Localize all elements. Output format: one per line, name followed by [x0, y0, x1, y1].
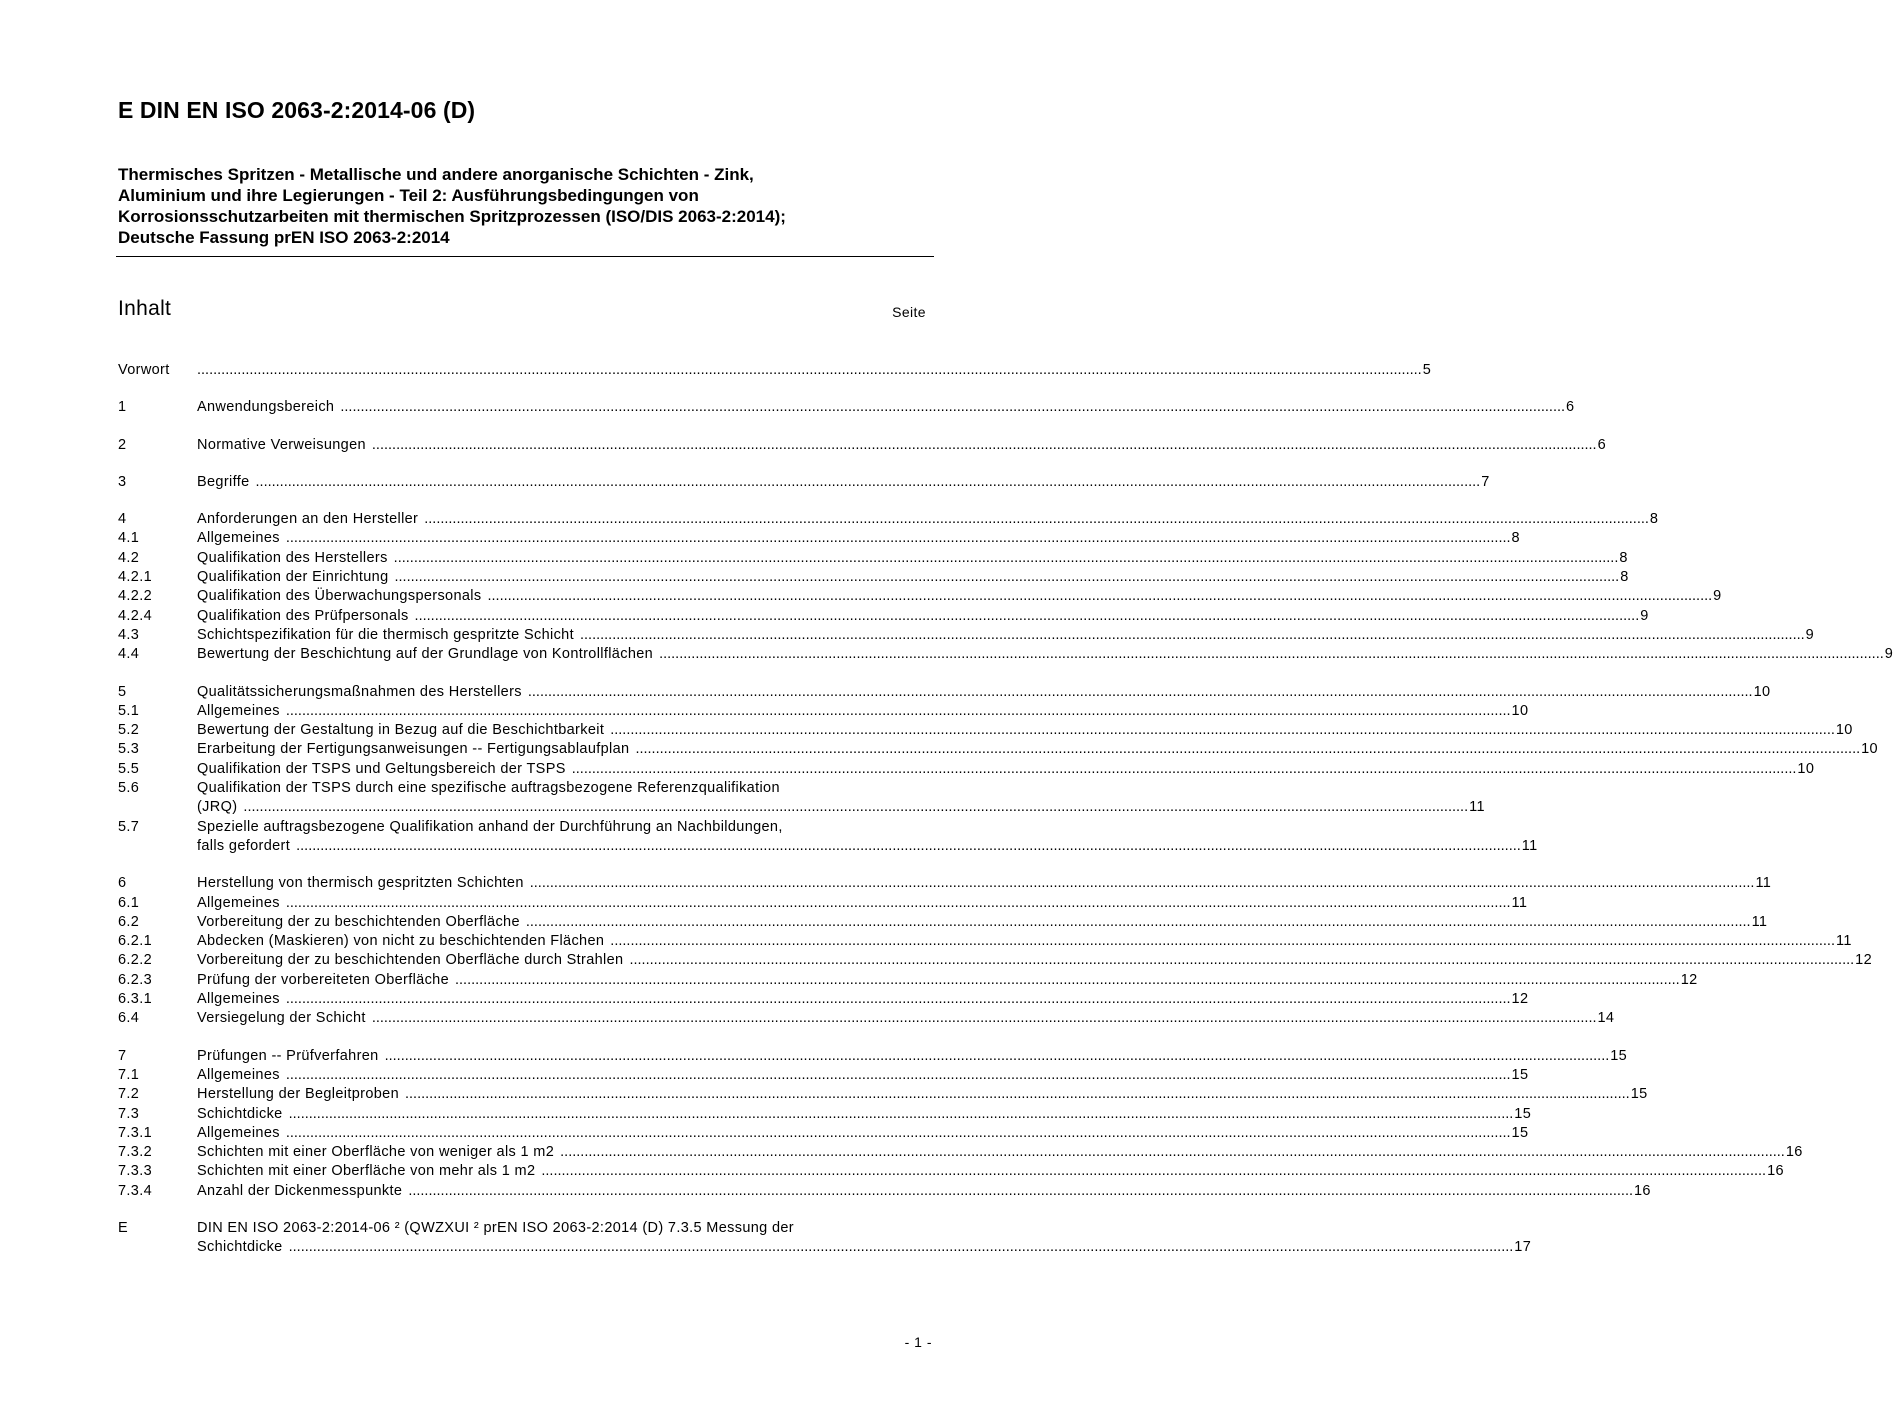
- toc-entry[interactable]: [118, 818, 1538, 857]
- toc-dot-leader: [541, 1162, 1766, 1181]
- toc-entry-page: 16: [1634, 1182, 1651, 1199]
- toc-entry-number: 7.3.2: [118, 1144, 152, 1161]
- toc-entry[interactable]: [118, 645, 1893, 664]
- title-divider: [116, 256, 934, 257]
- toc-page-column-label: Seite: [892, 304, 926, 320]
- toc-entry[interactable]: [118, 1105, 1532, 1124]
- toc-entry-number: 6: [118, 875, 127, 892]
- toc-entry-title: Allgemeines: [197, 1066, 280, 1083]
- toc-entry-title: falls gefordert: [197, 837, 291, 854]
- toc-entry-page: 11: [1835, 933, 1852, 950]
- toc-dot-leader: [289, 1105, 1514, 1124]
- toc-entry[interactable]: [118, 913, 1768, 932]
- toc-entry[interactable]: [118, 436, 1607, 455]
- toc-dot-leader: [455, 971, 1680, 990]
- toc-entry-title: Qualifikation der TSPS und Geltungsbereich der TSPS: [197, 760, 566, 777]
- toc-entry-text: [197, 549, 1628, 568]
- toc-entry-text: [197, 894, 1527, 913]
- toc-dot-leader: [528, 683, 1753, 702]
- toc-entry-number: 4.4: [118, 646, 140, 663]
- toc-dot-leader: [394, 549, 1619, 568]
- toc-entry-title: Schichtspezifikation für die thermisch gespritzte Schicht: [197, 626, 574, 643]
- toc-dot-leader: [372, 1009, 1597, 1028]
- toc-entry-title: Begriffe: [197, 473, 250, 490]
- toc-entry[interactable]: [118, 1085, 1648, 1104]
- toc-dot-leader: [340, 398, 1565, 417]
- toc-entry-number: 6.2.3: [118, 971, 152, 988]
- toc-entry-text: [197, 990, 1528, 1009]
- toc-entry-title: Bewertung der Gestaltung in Bezug auf die Beschichtbarkeit: [197, 722, 605, 739]
- toc-entry-text: [197, 626, 1814, 645]
- toc-entry-title: Bewertung der Beschichtung auf der Grundlage von Kontrollflächen: [197, 646, 654, 663]
- toc-entry-title: Vorbereitung der zu beschichtenden Oberfläche durch Strahlen: [197, 952, 624, 969]
- toc-entry-page: 6: [1566, 399, 1575, 416]
- toc-entry-title: Anzahl der Dickenmesspunkte: [197, 1182, 403, 1199]
- toc-entry-text: [197, 1143, 1803, 1162]
- toc-entry[interactable]: [118, 721, 1853, 740]
- toc-dot-leader: [286, 1066, 1511, 1085]
- toc-entry-title: Schichten mit einer Oberfläche von weniger als 1 m2: [197, 1144, 555, 1161]
- toc-entry[interactable]: [118, 702, 1529, 721]
- toc-entry[interactable]: [118, 587, 1722, 606]
- toc-entry-page: 10: [1861, 741, 1878, 758]
- toc-entry-page: 12: [1680, 971, 1698, 988]
- toc-dot-leader: [405, 1085, 1630, 1104]
- toc-entry[interactable]: [118, 510, 1659, 529]
- toc-entry-text: [197, 398, 1574, 417]
- toc-entry-number: 4.1: [118, 530, 140, 547]
- toc-entry-title: Prüfung der vorbereiteten Oberfläche: [197, 971, 449, 988]
- toc-entry[interactable]: [118, 683, 1771, 702]
- toc-entry-title: Schichten mit einer Oberfläche von mehr als 1 m2: [197, 1163, 536, 1180]
- toc-entry-title-line: Qualifikation der TSPS durch eine spezifische auftragsbezogene Referenzqualifikation: [197, 780, 780, 797]
- toc-entry-page: 9: [1713, 588, 1722, 605]
- toc-entry-text: [197, 1124, 1528, 1143]
- toc-entry-title: Erarbeitung der Fertigungsanweisungen -- Fertigungsablaufplan: [197, 741, 630, 758]
- toc-entry-number: 7: [118, 1047, 127, 1064]
- toc-dot-leader: [487, 587, 1712, 606]
- toc-entry[interactable]: [118, 626, 1815, 645]
- toc-entry-page: 11: [1511, 894, 1528, 911]
- toc-entry-number: 6.2: [118, 913, 140, 930]
- toc-entry-number: E: [118, 1219, 129, 1236]
- toc-entry-title: Qualitätssicherungsmaßnahmen des Herstellers: [197, 683, 522, 700]
- toc-entry[interactable]: [118, 874, 1772, 893]
- toc-dot-leader: [385, 1047, 1610, 1066]
- toc-entry-page: 10: [1835, 722, 1853, 739]
- toc-entry-page: 11: [1751, 913, 1768, 930]
- toc-entry-text: [197, 779, 1485, 818]
- toc-entry-page: 15: [1511, 1066, 1529, 1083]
- toc-entry-text: [197, 874, 1771, 893]
- toc-entry-number: 4.2.2: [118, 588, 152, 605]
- toc-entry-page: 15: [1514, 1105, 1532, 1122]
- toc-entry-title: Qualifikation der Einrichtung: [197, 569, 389, 586]
- toc-entry-text: [197, 1182, 1651, 1201]
- toc-entry-title: Prüfungen -- Prüfverfahren: [197, 1047, 379, 1064]
- toc-entry-text: [197, 1085, 1648, 1104]
- toc-dot-leader: [610, 721, 1835, 740]
- toc-dot-leader: [286, 990, 1511, 1009]
- toc-entry[interactable]: [118, 951, 1872, 970]
- toc-dot-leader: [572, 760, 1797, 779]
- toc-entry[interactable]: [118, 1219, 1532, 1258]
- toc-entry-text: [197, 951, 1872, 970]
- toc-entry-title: Schichtdicke: [197, 1105, 283, 1122]
- toc-entry-text: [197, 818, 1538, 857]
- toc-entry-text: [197, 473, 1490, 492]
- toc-entry-number: 2: [118, 436, 127, 453]
- toc-entry-title: Herstellung von thermisch gespritzten Schichten: [197, 875, 524, 892]
- toc-entry[interactable]: [118, 990, 1529, 1009]
- toc-entry-title: Abdecken (Maskieren) von nicht zu beschichtenden Flächen: [197, 933, 605, 950]
- table-of-contents: [118, 361, 1893, 1258]
- toc-entry-title: Qualifikation des Überwachungspersonals: [197, 588, 482, 605]
- toc-entry-page: 12: [1855, 952, 1872, 969]
- toc-dot-leader: [296, 837, 1521, 856]
- toc-entry-text: [197, 510, 1658, 529]
- toc-entry-title: Anwendungsbereich: [197, 399, 335, 416]
- toc-entry-number: 5.6: [118, 780, 140, 797]
- toc-entry-number: 5: [118, 683, 127, 700]
- toc-entry-title: Herstellung der Begleitproben: [197, 1086, 399, 1103]
- toc-entry-page: 8: [1511, 530, 1520, 547]
- toc-entry-text: [197, 1105, 1531, 1124]
- document-title: [118, 164, 933, 248]
- toc-entry-page: 6: [1597, 436, 1607, 453]
- toc-entry-page: 11: [1469, 799, 1485, 816]
- toc-entry-title: Anforderungen an den Hersteller: [197, 511, 419, 528]
- toc-entry-title-line: Spezielle auftragsbezogene Qualifikation anhand der Durchführung an Nachbildungen,: [197, 818, 783, 835]
- toc-entry-text: [197, 587, 1722, 606]
- toc-entry-number: 5.1: [118, 702, 140, 719]
- toc-entry-number: 6.2.2: [118, 952, 152, 969]
- toc-dot-leader: [424, 510, 1649, 529]
- toc-dot-leader: [286, 702, 1511, 721]
- toc-entry-number: 6.2.1: [118, 933, 152, 950]
- toc-entry-text: [197, 702, 1528, 721]
- toc-entry[interactable]: [118, 932, 1852, 951]
- toc-entry-page: 16: [1785, 1144, 1803, 1161]
- toc-entry-number: 7.3.3: [118, 1163, 152, 1180]
- toc-entry-page: 15: [1630, 1086, 1648, 1103]
- toc-dot-leader: [286, 529, 1511, 548]
- toc-entry[interactable]: [118, 473, 1490, 492]
- toc-entry-page: 9: [1640, 607, 1649, 624]
- toc-entry[interactable]: [118, 1066, 1529, 1085]
- toc-entry-text: [197, 913, 1767, 932]
- toc-entry-text: [197, 529, 1520, 548]
- toc-entry-number: 6.1: [118, 894, 140, 911]
- toc-entry-page: 9: [1805, 626, 1815, 643]
- toc-entry-text: [197, 607, 1649, 626]
- toc-entry-number: 4: [118, 511, 127, 528]
- toc-entry-number: 5.3: [118, 741, 140, 758]
- toc-entry-title: (JRQ): [197, 799, 238, 816]
- toc-dot-leader: [243, 798, 1468, 817]
- toc-entry[interactable]: [118, 1162, 1784, 1181]
- toc-dot-leader: [415, 607, 1640, 626]
- toc-entry-number: 4.2: [118, 549, 140, 566]
- toc-entry-number: 5.5: [118, 760, 140, 777]
- toc-entry-number: 6.3.1: [118, 991, 152, 1008]
- toc-heading: Inhalt: [118, 297, 172, 320]
- toc-dot-leader: [629, 951, 1854, 970]
- toc-entry-title-line: DIN EN ISO 2063-2:2014-06 ² (QWZXUI ² prEN ISO 2063-2:2014 (D) 7.3.5 Messung der: [197, 1219, 794, 1236]
- toc-entry-page: 15: [1511, 1124, 1529, 1141]
- toc-entry-page: 10: [1797, 760, 1815, 777]
- toc-entry[interactable]: [118, 361, 1432, 380]
- toc-entry-text: [197, 683, 1770, 702]
- toc-entry-number: 7.2: [118, 1086, 140, 1103]
- toc-entry-page: 5: [1422, 362, 1432, 378]
- page-number: - 1 -: [904, 1334, 932, 1350]
- toc-entry-text: [197, 721, 1853, 740]
- toc-entry-title: Qualifikation des Prüfpersonals: [197, 607, 409, 624]
- toc-entry-text: [197, 645, 1893, 664]
- toc-entry-number: 1: [118, 399, 127, 416]
- toc-entry[interactable]: [118, 607, 1649, 626]
- toc-entry[interactable]: [118, 1182, 1651, 1201]
- toc-entry[interactable]: [118, 398, 1575, 417]
- toc-entry-title: Allgemeines: [197, 1124, 280, 1141]
- toc-entry-page: 17: [1514, 1239, 1532, 1256]
- toc-entry-page: 11: [1521, 837, 1538, 854]
- toc-entry-title: Qualifikation des Herstellers: [197, 549, 388, 566]
- toc-entry-page: 14: [1597, 1010, 1615, 1027]
- title-line: Aluminium und ihre Legierungen - Teil 2: Ausführungsbedingungen von: [118, 186, 699, 205]
- toc-entry-title: Allgemeines: [197, 530, 280, 547]
- toc-entry-page: 15: [1610, 1047, 1628, 1064]
- toc-entry-title: Allgemeines: [197, 702, 280, 719]
- toc-entry-number: 4.2.4: [118, 607, 152, 624]
- toc-dot-leader: [659, 645, 1884, 664]
- toc-entry[interactable]: [118, 549, 1628, 568]
- toc-entry-text: [197, 1009, 1614, 1028]
- toc-entry-text: [197, 436, 1606, 455]
- toc-entry-text: [197, 1219, 1531, 1258]
- toc-dot-leader: [580, 626, 1805, 645]
- toc-entry-title: Allgemeines: [197, 894, 280, 911]
- toc-entry-page: 16: [1767, 1163, 1784, 1180]
- toc-dot-leader: [289, 1238, 1514, 1257]
- toc-entry-title: Allgemeines: [197, 991, 280, 1008]
- title-line: Korrosionsschutzarbeiten mit thermischen Spritzprozessen (ISO/DIS 2063-2:2014);: [118, 207, 786, 226]
- toc-entry-number: 5.7: [118, 818, 140, 835]
- toc-entry-title: Vorbereitung der zu beschichtenden Oberfläche: [197, 913, 520, 930]
- toc-dot-leader: [256, 473, 1481, 492]
- toc-entry[interactable]: [118, 760, 1815, 779]
- toc-entry-number: 7.3.1: [118, 1124, 152, 1141]
- toc-entry-text: [197, 568, 1629, 587]
- toc-entry[interactable]: [118, 740, 1878, 759]
- toc-entry-page: 11: [1755, 875, 1772, 892]
- toc-entry[interactable]: [118, 529, 1520, 548]
- toc-entry-title: Versiegelung der Schicht: [197, 1010, 366, 1027]
- toc-entry[interactable]: [118, 1009, 1615, 1028]
- toc-entry[interactable]: [118, 568, 1629, 587]
- toc-entry-text: [197, 1066, 1528, 1085]
- toc-dot-leader: [286, 1124, 1511, 1143]
- toc-entry-page: 10: [1753, 683, 1771, 700]
- toc-entry-title: Normative Verweisungen: [197, 436, 366, 453]
- toc-entry-number: Vorwort: [118, 362, 170, 378]
- toc-dot-leader: [372, 436, 1597, 455]
- toc-entry-text: [197, 760, 1814, 779]
- toc-entry-number: 4.2.1: [118, 569, 152, 586]
- toc-entry-text: [197, 932, 1852, 951]
- toc-entry-page: 7: [1481, 473, 1490, 490]
- toc-entry-title: Schichtdicke: [197, 1239, 283, 1256]
- toc-entry-page: 8: [1649, 511, 1659, 528]
- title-line: Thermisches Spritzen - Metallische und andere anorganische Schichten - Zink,: [118, 165, 754, 184]
- toc-dot-leader: [197, 361, 1422, 380]
- toc-entry-page: 10: [1511, 702, 1529, 719]
- toc-entry-page: 9: [1884, 646, 1893, 663]
- toc-entry-number: 7.1: [118, 1066, 140, 1083]
- toc-dot-leader: [610, 932, 1835, 951]
- toc-dot-leader: [395, 568, 1620, 587]
- toc-entry-page: 8: [1619, 549, 1628, 566]
- toc-entry-number: 4.3: [118, 626, 140, 643]
- toc-entry-number: 7.3: [118, 1105, 140, 1122]
- toc-dot-leader: [530, 874, 1755, 893]
- toc-entry[interactable]: [118, 1143, 1803, 1162]
- toc-entry-number: 6.4: [118, 1010, 140, 1027]
- toc-entry-text: [197, 971, 1698, 990]
- toc-dot-leader: [286, 894, 1511, 913]
- toc-entry-number: 3: [118, 473, 127, 490]
- toc-entry-page: 8: [1620, 569, 1629, 586]
- toc-dot-leader: [526, 913, 1751, 932]
- toc-entry[interactable]: [118, 1124, 1529, 1143]
- toc-dot-leader: [560, 1143, 1785, 1162]
- toc-entry[interactable]: [118, 1047, 1628, 1066]
- toc-entry-number: 7.3.4: [118, 1182, 152, 1199]
- toc-entry-text: [197, 361, 1431, 380]
- toc-entry-text: [197, 740, 1878, 759]
- toc-entry-text: [197, 1162, 1784, 1181]
- toc-dot-leader: [408, 1182, 1633, 1201]
- toc-entry-page: 12: [1511, 991, 1529, 1008]
- toc-entry-number: 5.2: [118, 722, 140, 739]
- toc-entry-text: [197, 1047, 1627, 1066]
- toc-entry[interactable]: [118, 971, 1698, 990]
- toc-dot-leader: [635, 740, 1860, 759]
- document-id: E DIN EN ISO 2063-2:2014-06 (D): [118, 97, 476, 123]
- toc-entry[interactable]: [118, 894, 1528, 913]
- toc-entry[interactable]: [118, 779, 1485, 818]
- title-line: Deutsche Fassung prEN ISO 2063-2:2014: [118, 228, 450, 247]
